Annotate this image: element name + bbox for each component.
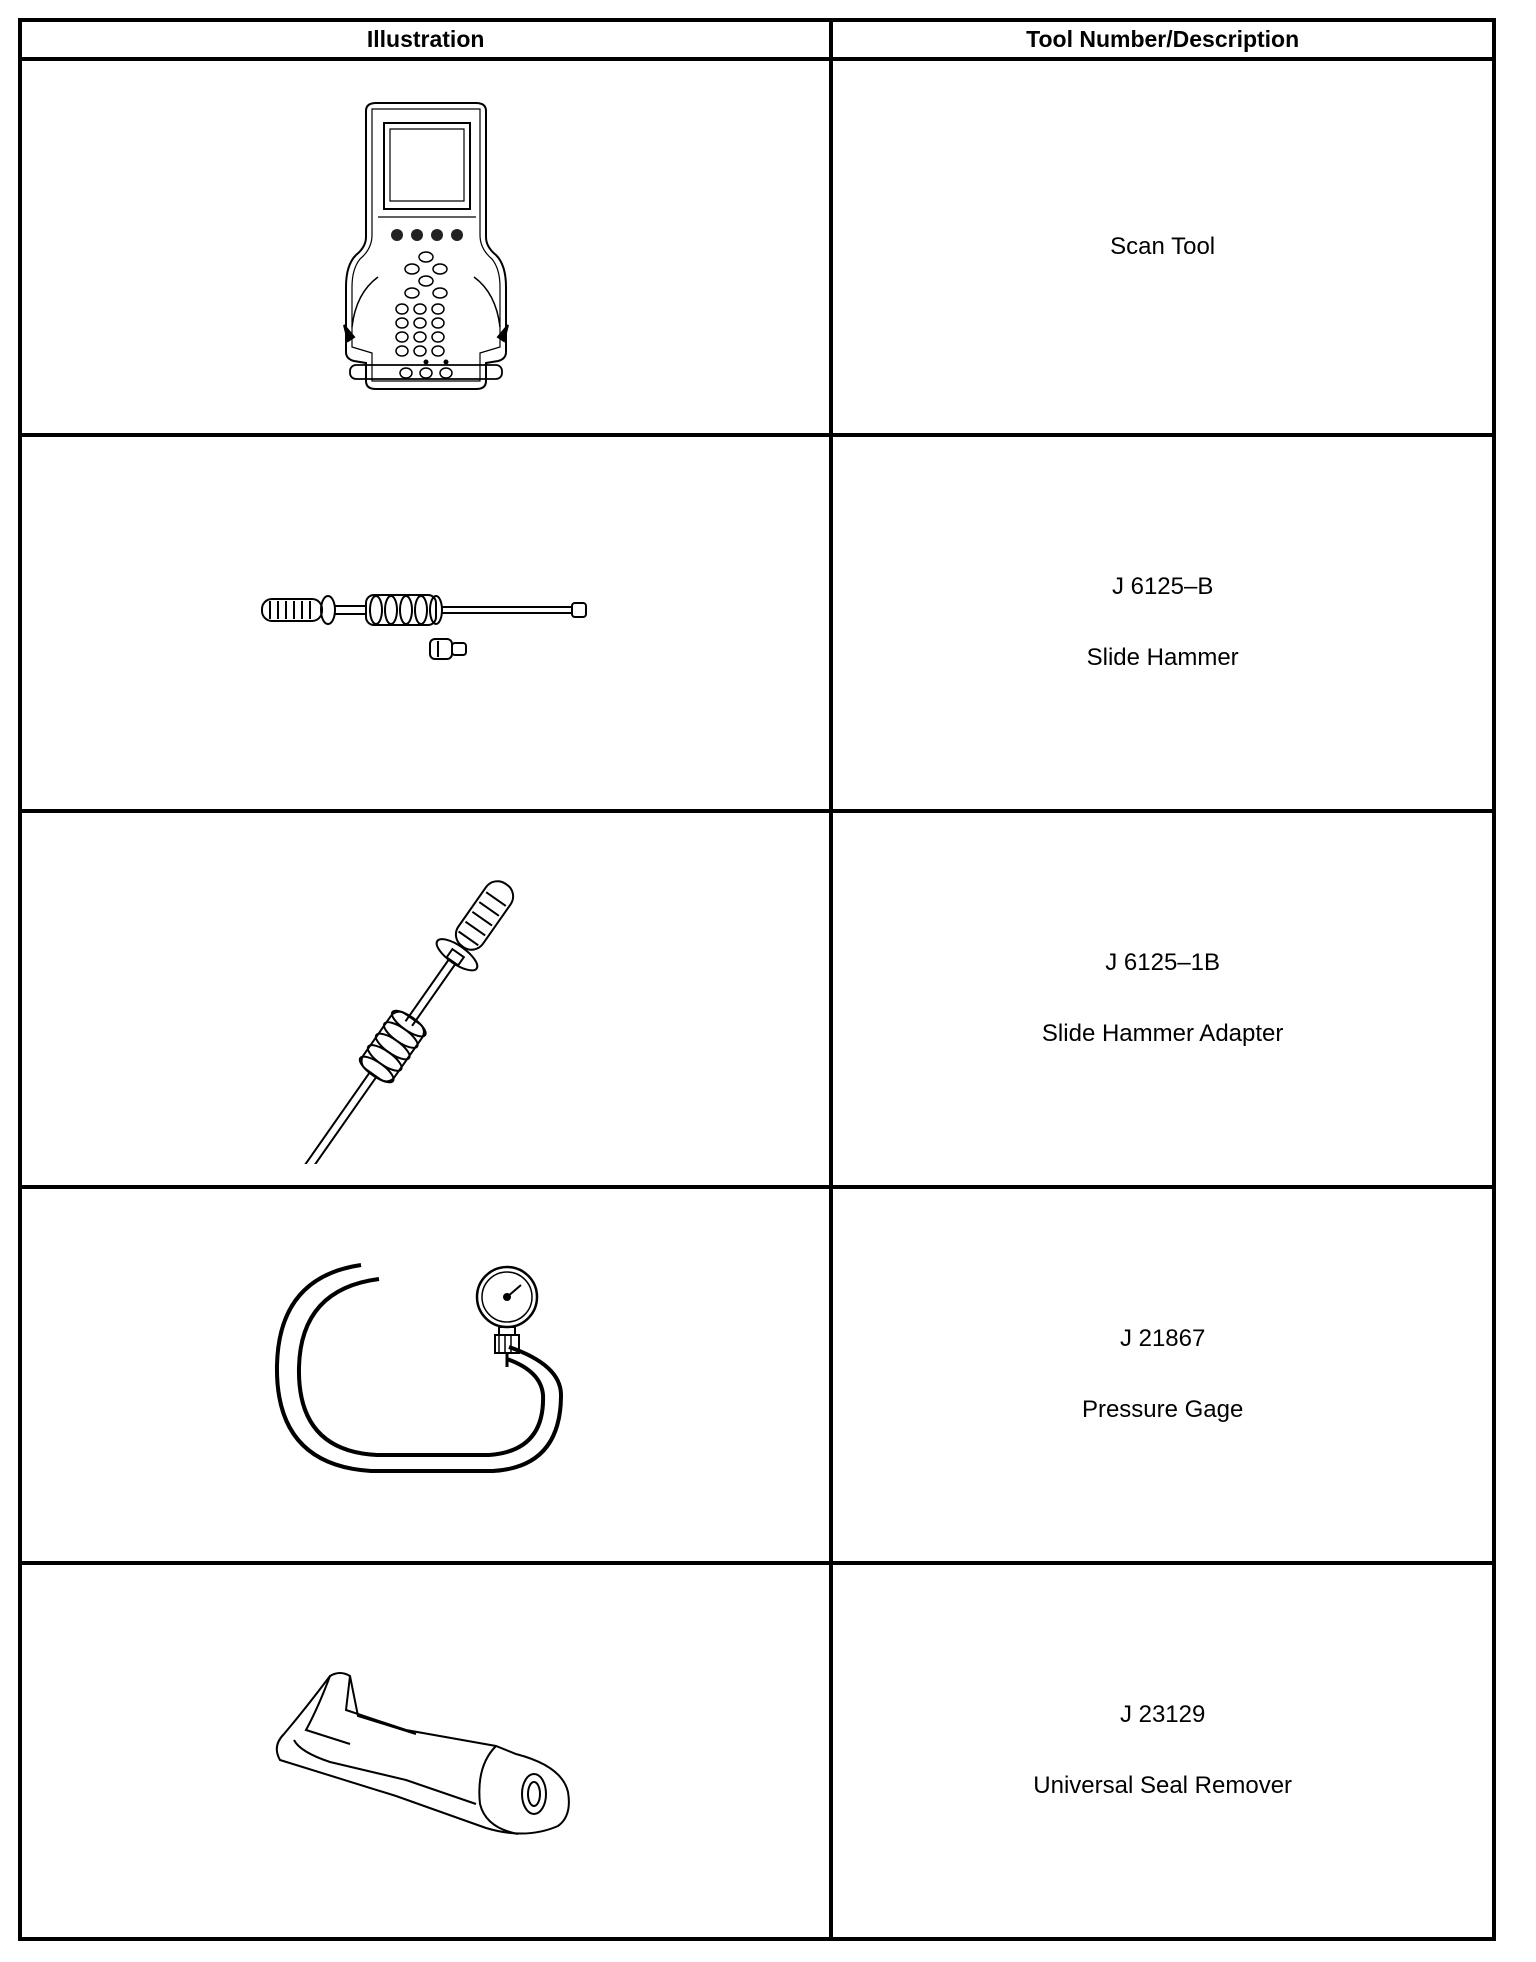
- slide-hammer-icon: [256, 583, 596, 663]
- pressure-gage-icon: [261, 1255, 591, 1495]
- table-row: [20, 1187, 1494, 1563]
- table-header-row: [20, 20, 1494, 59]
- tool-table: [18, 18, 1496, 1941]
- description-cell: [831, 59, 1494, 435]
- tool-description: Slide Hammer: [1086, 644, 1239, 671]
- tool-description: Universal Seal Remover: [1033, 1772, 1293, 1799]
- description-header: Tool Number/Description: [831, 20, 1494, 59]
- tool-description: Pressure Gage: [1081, 1396, 1244, 1423]
- table-row: [20, 59, 1494, 435]
- illustration-cell: [20, 811, 831, 1187]
- illustration-cell: [20, 1187, 831, 1563]
- illustration-header: Illustration: [20, 20, 831, 59]
- illustration-cell: [20, 435, 831, 811]
- illustration-cell: [20, 59, 831, 435]
- description-cell: [831, 435, 1494, 811]
- description-cell: [831, 1187, 1494, 1563]
- description-cell: [831, 811, 1494, 1187]
- tool-number: J 23129: [1119, 1701, 1206, 1729]
- universal-seal-remover-icon: [266, 1656, 586, 1846]
- table-row: [20, 1563, 1494, 1939]
- table-row: [20, 435, 1494, 811]
- table-row: [20, 811, 1494, 1187]
- illustration-cell: [20, 1563, 831, 1939]
- slide-hammer-adapter-icon: [276, 834, 576, 1164]
- scan-tool-icon: [326, 97, 526, 397]
- tool-description: Slide Hammer Adapter: [1041, 1020, 1284, 1047]
- tool-number: J 21867: [1119, 1325, 1206, 1353]
- tool-description: Scan Tool: [1110, 232, 1216, 260]
- description-cell: [831, 1563, 1494, 1939]
- tool-number: J 6125–B: [1111, 573, 1214, 601]
- tool-number: J 6125–1B: [1105, 949, 1221, 977]
